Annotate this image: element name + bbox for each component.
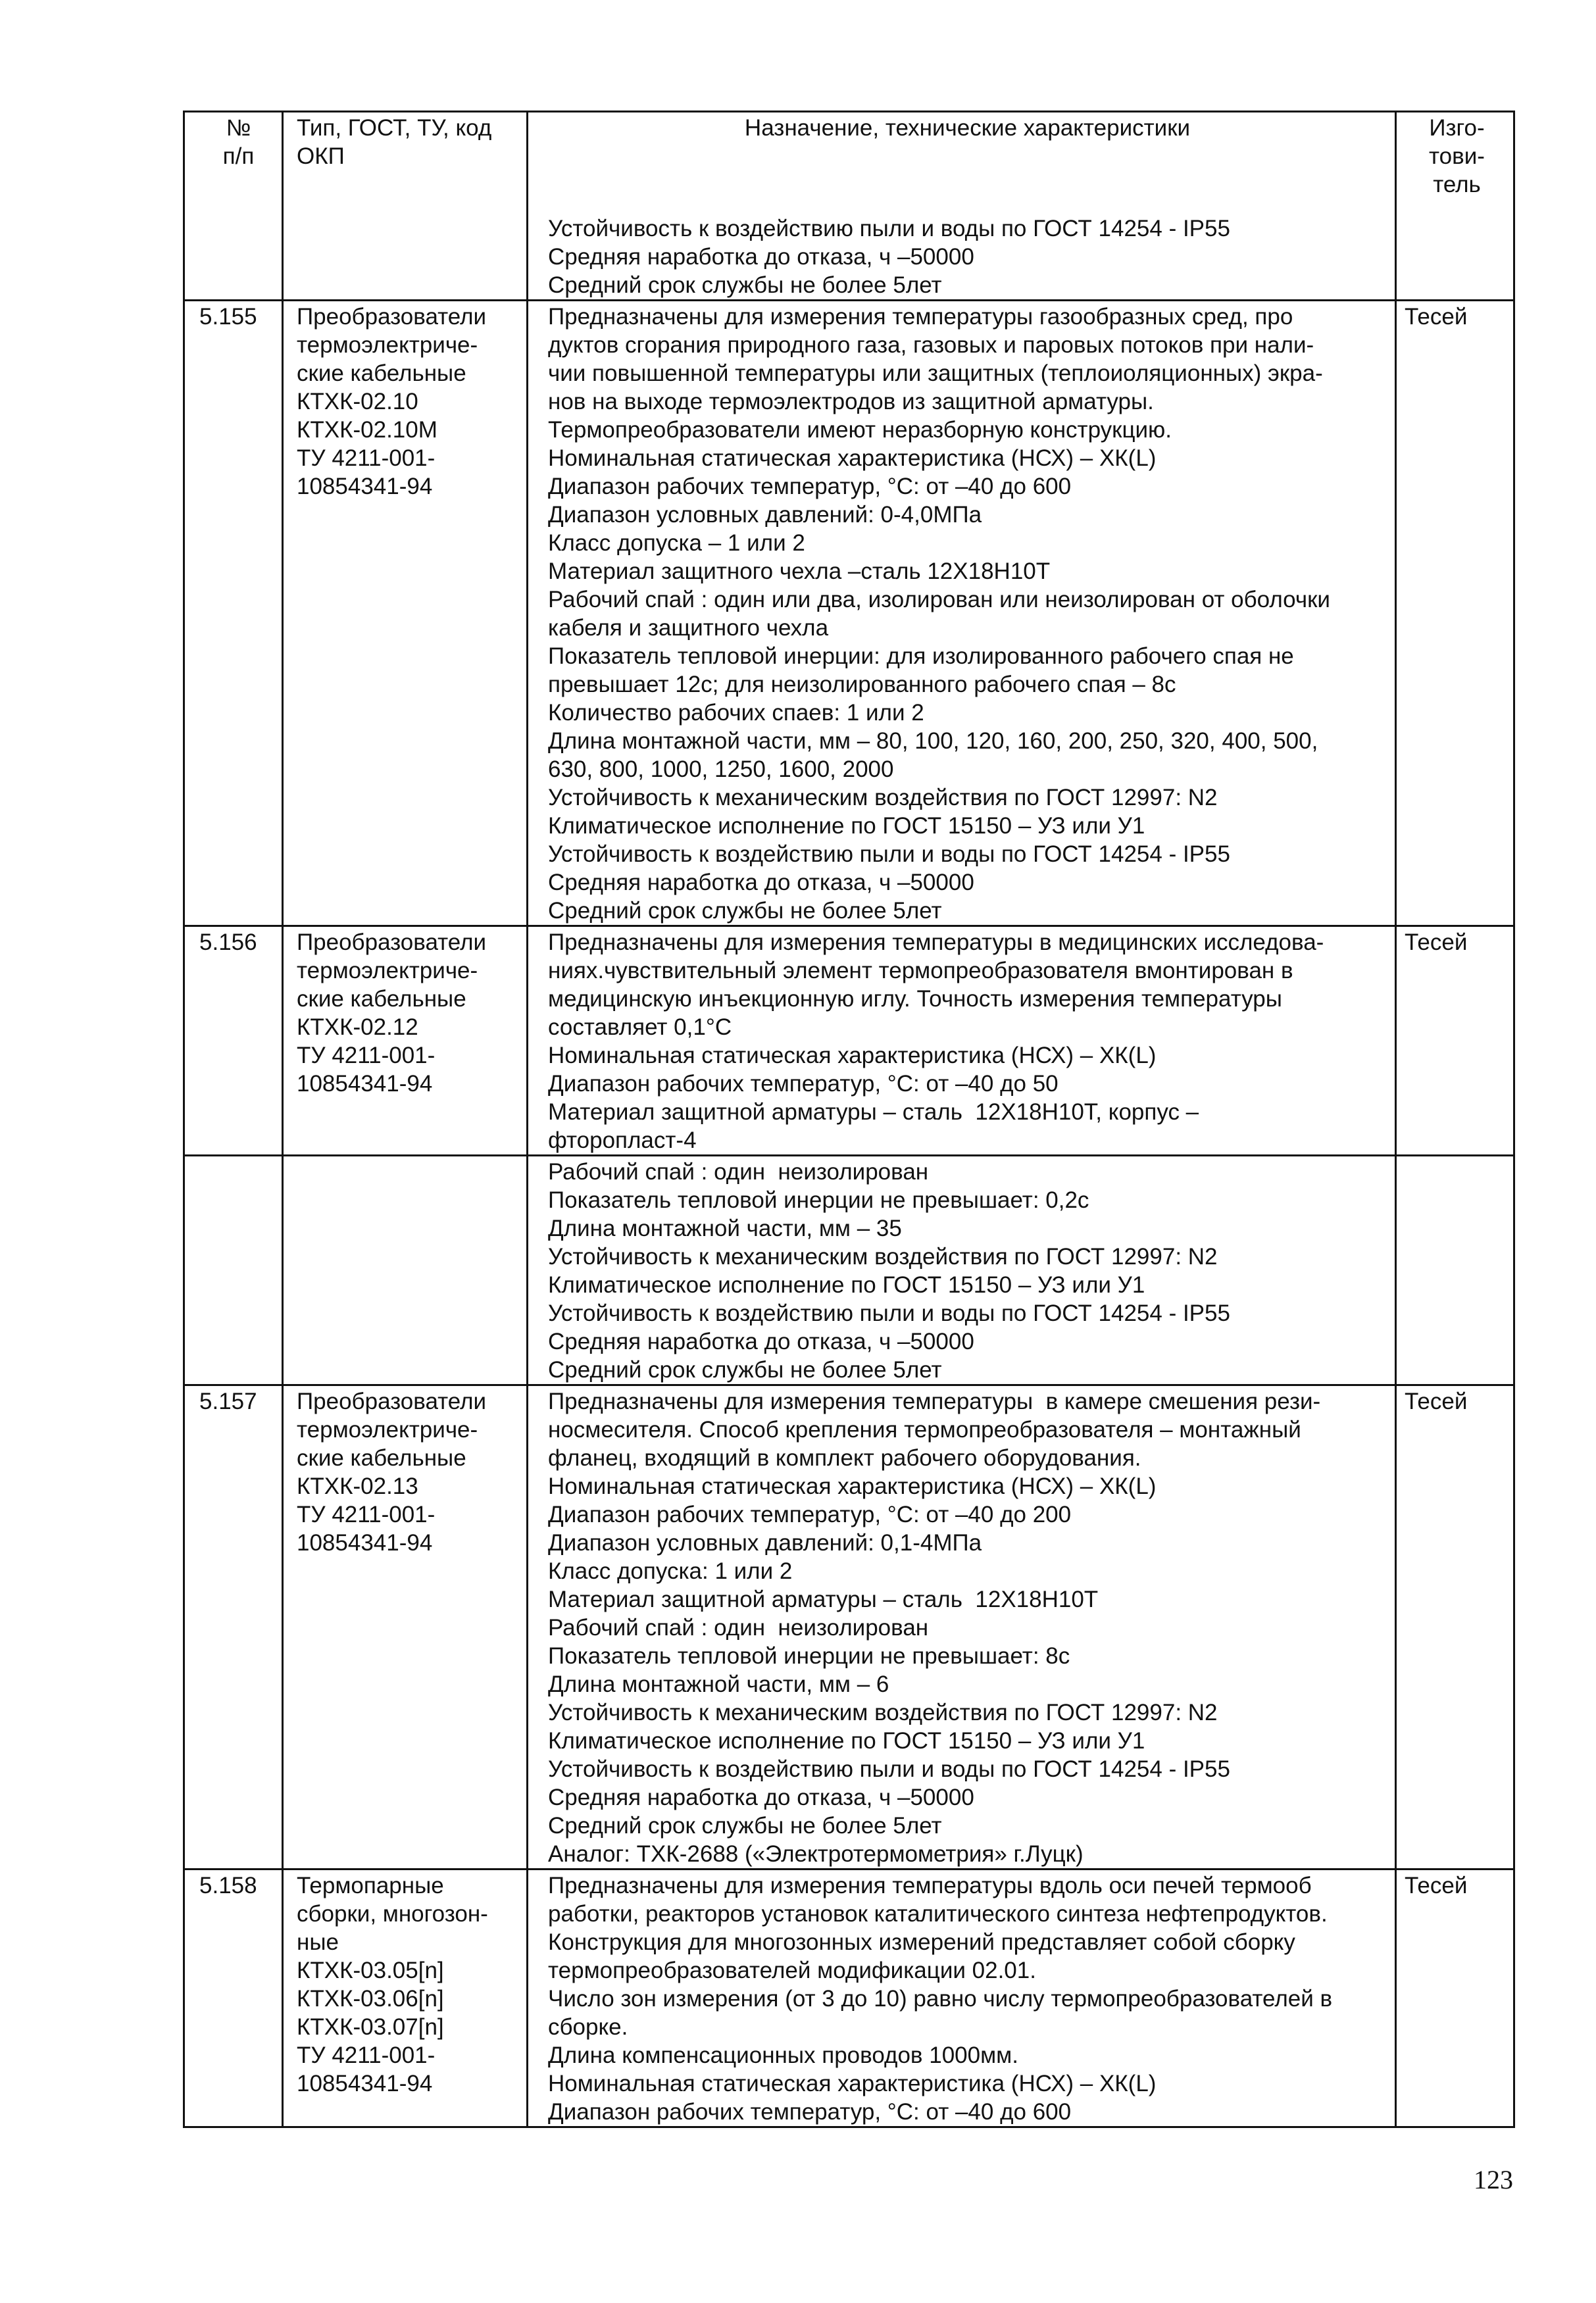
row-desc-line: Средняя наработка до отказа, ч –50000: [548, 870, 974, 895]
row-desc-line: Количество рабочих спаев: 1 или 2: [548, 700, 924, 726]
row-type-line: 10854341-94: [297, 2071, 433, 2096]
row-desc-line: Диапазон условных давлений: 0,1-4МПа: [548, 1530, 982, 1556]
row-desc-line: Диапазон рабочих температур, °С: от –40 до 600: [548, 2099, 1072, 2125]
row-desc-line: Климатическое исполнение по ГОСТ 15150 – УЗ или У1: [548, 1272, 1145, 1298]
row-type-line: ТУ 4211-001-: [297, 445, 436, 471]
row-desc-line: дуктов сгорания природного газа, газовых и паровых потоков при нали-: [548, 332, 1314, 358]
row-maker: Тесей: [1405, 1873, 1468, 1898]
row-desc-line: Длина компенсационных проводов 1000мм.: [548, 2043, 1018, 2068]
row-type-line: 10854341-94: [297, 1530, 433, 1556]
row-desc-line: Диапазон рабочих температур, °С: от –40 до 50: [548, 1071, 1059, 1097]
row-type-cell: [283, 1156, 528, 1385]
row-desc-line: Показатель тепловой инерции не превышает: 0,2с: [548, 1187, 1089, 1213]
row-desc-line: Аналог: ТХК-2688 («Электротермометрия» г.Луцк): [548, 1841, 1084, 1867]
row-type-line: термоэлектриче-: [297, 1417, 478, 1443]
row-type-line: 10854341-94: [297, 474, 433, 499]
row-desc-line: чии повышенной температуры или защитных (теплоиоляционных) экра-: [548, 360, 1323, 386]
row-type-line: Термопарные: [297, 1873, 444, 1898]
header-num-cell: [184, 112, 283, 301]
row-desc-line: Номинальная статическая характеристика (НСХ) – ХК(L): [548, 1473, 1157, 1499]
row-type-line: термоэлектриче-: [297, 332, 478, 358]
row-number-cell: [184, 301, 283, 926]
header-maker-cell: [1396, 112, 1514, 301]
row-desc-cell: [528, 926, 1396, 1156]
row-type-cell: [283, 301, 528, 926]
row-type-line: КТХК-03.05[n]: [297, 1958, 444, 1983]
row-desc-line: Диапазон рабочих температур, °С: от –40 до 200: [548, 1502, 1072, 1527]
header-maker-line: Изго-: [1429, 115, 1485, 141]
header-maker-line: тови-: [1429, 143, 1485, 169]
row-desc-line: Номинальная статическая характеристика (НСХ) – ХК(L): [548, 2071, 1157, 2096]
row-type-line: ТУ 4211-001-: [297, 1502, 436, 1527]
row-desc-line: Предназначены для измерения температуры в медицинских исследова-: [548, 929, 1324, 955]
table-row: [184, 1870, 1514, 2127]
row-desc-line: ниях.чувствительный элемент термопреобразователя вмонтирован в: [548, 958, 1293, 983]
row-desc-line: Диапазон рабочих температур, °С: от –40 до 600: [548, 474, 1072, 499]
row-maker: Тесей: [1405, 929, 1468, 955]
row-desc-line: Предназначены для измерения температуры в камере смешения рези-: [548, 1389, 1321, 1414]
table-row: [184, 1385, 1514, 1870]
row-desc-line: сборке.: [548, 2014, 628, 2040]
table-row: [184, 1156, 1514, 1385]
spec-table-body: [184, 112, 1514, 2127]
row-number-cell: [184, 1870, 283, 2127]
table-header-row: [184, 112, 1514, 301]
continuation-line: Устойчивость к воздействию пыли и воды по ГОСТ 14254 - IP55: [548, 216, 1230, 241]
row-desc-line: Устойчивость к воздействию пыли и воды по ГОСТ 14254 - IP55: [548, 1756, 1230, 1782]
row-desc-line: Число зон измерения (от 3 до 10) равно числу термопреобразователей в: [548, 1986, 1333, 2012]
row-type-line: термоэлектриче-: [297, 958, 478, 983]
row-desc-line: Средний срок службы не более 5лет: [548, 898, 942, 924]
row-desc-line: составляет 0,1°С: [548, 1014, 732, 1040]
row-desc-line: носмесителя. Способ крепления термопреобразователя – монтажный: [548, 1417, 1301, 1443]
row-maker-cell: [1396, 1156, 1514, 1385]
row-type-line: ские кабельные: [297, 1445, 466, 1471]
row-number: 5.156: [199, 929, 257, 955]
row-desc-line: Материал защитной арматуры – сталь 12Х18Н10Т, корпус –: [548, 1099, 1199, 1125]
header-type-line: ОКП: [297, 143, 345, 169]
row-desc-line: Устойчивость к воздействию пыли и воды по ГОСТ 14254 - IP55: [548, 841, 1230, 867]
row-desc-line: кабеля и защитного чехла: [548, 615, 829, 641]
row-type-line: ские кабельные: [297, 986, 466, 1012]
header-maker-line: тель: [1433, 172, 1481, 197]
row-desc-line: Класс допуска – 1 или 2: [548, 530, 805, 556]
row-type-cell: [283, 926, 528, 1156]
row-number: 5.155: [199, 304, 257, 330]
row-desc-line: Длина монтажной части, мм – 6: [548, 1672, 889, 1697]
row-type-line: КТХК-02.10: [297, 389, 418, 414]
table-row: [184, 926, 1514, 1156]
row-type-line: КТХК-03.07[n]: [297, 2014, 444, 2040]
row-desc-line: превышает 12с; для неизолированного рабочего спая – 8с: [548, 672, 1176, 697]
row-desc-line: Предназначены для измерения температуры вдоль оси печей термооб: [548, 1873, 1312, 1898]
table-row: [184, 301, 1514, 926]
row-desc-line: Средняя наработка до отказа, ч –50000: [548, 1329, 974, 1354]
row-desc-line: Конструкция для многозонных измерений представляет собой сборку: [548, 1929, 1295, 1955]
row-desc-cell: [528, 1156, 1396, 1385]
row-type-cell: [283, 1870, 528, 2127]
row-type-line: КТХК-03.06[n]: [297, 1986, 444, 2012]
row-desc-line: Номинальная статическая характеристика (НСХ) – ХК(L): [548, 1043, 1157, 1068]
row-desc-line: Диапазон условных давлений: 0-4,0МПа: [548, 502, 982, 528]
row-desc-line: Средний срок службы не более 5лет: [548, 1357, 942, 1383]
row-desc-line: Средняя наработка до отказа, ч –50000: [548, 1785, 974, 1810]
row-type-line: КТХК-02.13: [297, 1473, 418, 1499]
continuation-line: Средняя наработка до отказа, ч –50000: [548, 244, 974, 270]
continuation-line: Средний срок службы не более 5лет: [548, 272, 942, 298]
row-number-cell: [184, 1156, 283, 1385]
row-desc-line: Показатель тепловой инерции: для изолированного рабочего спая не: [548, 643, 1294, 669]
row-maker-cell: [1396, 1870, 1514, 2127]
row-desc-line: Рабочий спай : один неизолирован: [548, 1159, 929, 1185]
row-number-cell: [184, 926, 283, 1156]
row-maker-cell: [1396, 926, 1514, 1156]
row-desc-line: Устойчивость к воздействию пыли и воды по ГОСТ 14254 - IP55: [548, 1300, 1230, 1326]
row-type-cell: [283, 1385, 528, 1870]
row-desc-line: Средний срок службы не более 5лет: [548, 1813, 942, 1839]
row-desc-line: Длина монтажной части, мм – 80, 100, 120, 160, 200, 250, 320, 400, 500,: [548, 728, 1318, 754]
row-desc-line: Материал защитного чехла –сталь 12Х18Н10Т: [548, 558, 1051, 584]
row-type-line: ТУ 4211-001-: [297, 1043, 436, 1068]
row-desc-line: Номинальная статическая характеристика (НСХ) – ХК(L): [548, 445, 1157, 471]
row-desc-line: Класс допуска: 1 или 2: [548, 1558, 793, 1584]
row-type-line: 10854341-94: [297, 1071, 433, 1097]
row-desc-line: Устойчивость к механическим воздействия по ГОСТ 12997: N2: [548, 785, 1218, 810]
header-type-line: Тип, ГОСТ, ТУ, код: [297, 115, 492, 141]
row-desc-line: медицинскую инъекционную иглу. Точность измерения температуры: [548, 986, 1282, 1012]
row-type-line: ные: [297, 1929, 339, 1955]
row-desc-cell: [528, 301, 1396, 926]
row-desc-line: Рабочий спай : один или два, изолирован или неизолирован от оболочки: [548, 587, 1330, 612]
header-desc-cell: [528, 112, 1396, 301]
spec-table: [183, 111, 1515, 2128]
row-desc-line: Предназначены для измерения температуры газообразных сред, про: [548, 304, 1293, 330]
row-type-line: КТХК-02.12: [297, 1014, 418, 1040]
row-type-line: сборки, многозон-: [297, 1901, 488, 1927]
row-desc-line: Показатель тепловой инерции не превышает: 8с: [548, 1643, 1070, 1669]
row-desc-line: фланец, входящий в комплект рабочего оборудования.: [548, 1445, 1141, 1471]
row-type-line: ские кабельные: [297, 360, 466, 386]
row-desc-line: фторопласт-4: [548, 1127, 697, 1153]
row-desc-line: Длина монтажной части, мм – 35: [548, 1216, 902, 1241]
row-type-line: ТУ 4211-001-: [297, 2043, 436, 2068]
row-desc-line: Устойчивость к механическим воздействия по ГОСТ 12997: N2: [548, 1244, 1218, 1270]
row-desc-line: Термопреобразователи имеют неразборную конструкцию.: [548, 417, 1172, 443]
row-desc-line: 630, 800, 1000, 1250, 1600, 2000: [548, 756, 894, 782]
header-num-line: №: [226, 115, 251, 141]
row-desc-line: термопреобразователей модификации 02.01.: [548, 1958, 1036, 1983]
row-desc-line: Материал защитной арматуры – сталь 12Х18Н10Т: [548, 1587, 1099, 1612]
row-type-line: Преобразователи: [297, 1389, 487, 1414]
page-number: 123: [1474, 2165, 1513, 2194]
row-desc-cell: [528, 1870, 1396, 2127]
header-desc-title: Назначение, технические характеристики: [744, 115, 1191, 141]
row-desc-line: Рабочий спай : один неизолирован: [548, 1615, 929, 1641]
row-desc-cell: [528, 1385, 1396, 1870]
row-desc-line: нов на выходе термоэлектродов из защитной арматуры.: [548, 389, 1154, 414]
row-desc-line: работки, реакторов установок каталитического синтеза нефтепродуктов.: [548, 1901, 1328, 1927]
header-type-cell: [283, 112, 528, 301]
row-type-line: Преобразователи: [297, 304, 487, 330]
row-maker: Тесей: [1405, 304, 1468, 330]
row-desc-line: Устойчивость к механическим воздействия по ГОСТ 12997: N2: [548, 1700, 1218, 1725]
row-number: 5.157: [199, 1389, 257, 1414]
row-maker-cell: [1396, 301, 1514, 926]
header-num-line: п/п: [222, 143, 255, 169]
row-desc-line: Климатическое исполнение по ГОСТ 15150 – УЗ или У1: [548, 813, 1145, 839]
row-maker: Тесей: [1405, 1389, 1468, 1414]
continuation-block: [548, 142, 1387, 299]
row-number-cell: [184, 1385, 283, 1870]
row-maker-cell: [1396, 1385, 1514, 1870]
row-type-line: Преобразователи: [297, 929, 487, 955]
row-number: 5.158: [199, 1873, 257, 1898]
row-desc-line: Климатическое исполнение по ГОСТ 15150 – УЗ или У1: [548, 1728, 1145, 1754]
row-type-line: КТХК-02.10М: [297, 417, 437, 443]
